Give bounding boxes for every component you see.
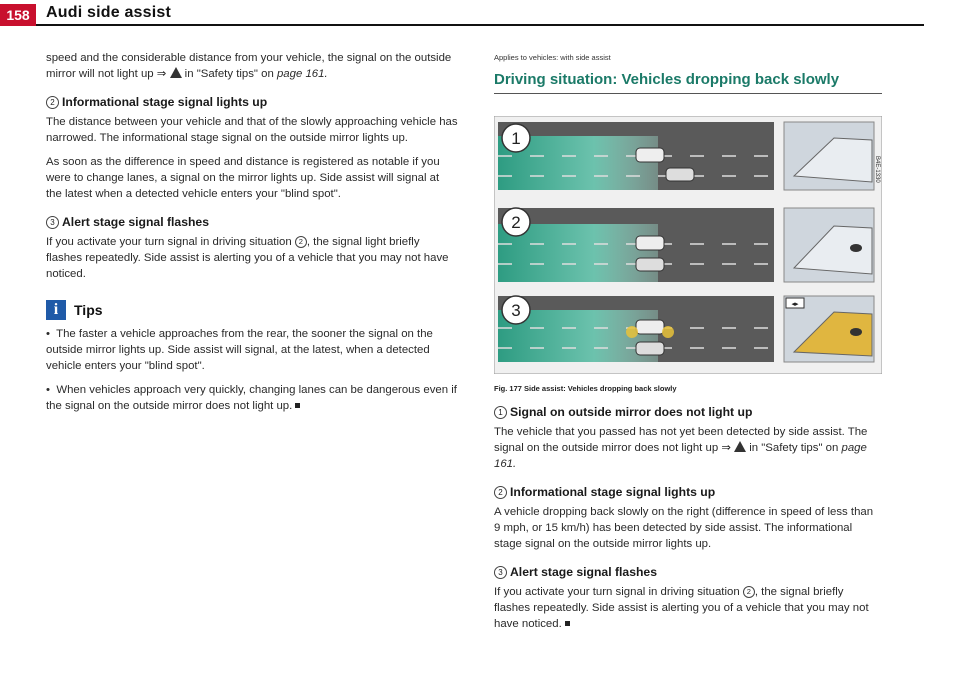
applies-note: Applies to vehicles: with side assist: [494, 53, 611, 62]
own-car: [636, 148, 664, 162]
text: If you activate your turn signal in driving situation: [494, 586, 743, 598]
text: , the signal briefly flashes repeatedly. Side assist is alerting you of a vehicle that you may not have noticed.: [494, 586, 869, 630]
circled-ref: 2: [295, 236, 307, 248]
title-rule: [494, 93, 882, 94]
heading-no-signal: [494, 404, 882, 420]
text: in "Safety tips" on: [746, 442, 842, 454]
panel-label: 3: [511, 301, 521, 320]
panel-2: [498, 208, 874, 282]
page-ref-link[interactable]: page 161.: [494, 442, 867, 470]
other-car: [636, 342, 664, 355]
own-car: [636, 236, 664, 250]
paragraph: A vehicle dropping back slowly on the right (difference in speed of less than 9 mph, or 15 km/h) has been detected by side assist. The informational stage signal on the outside mirror lights up.: [494, 506, 874, 550]
mirror-signal-flashing: [850, 328, 862, 336]
heading-informational: [46, 94, 458, 110]
heading-alert: [494, 564, 882, 580]
info-icon: i: [46, 300, 66, 320]
circled-ref: 2: [743, 586, 755, 598]
figure-177: [494, 116, 882, 374]
paragraph: [494, 424, 882, 472]
panel-label: 1: [511, 129, 521, 148]
heading-text: Informational stage signal lights up: [62, 95, 268, 109]
other-car: [636, 258, 664, 271]
tip-bullet: • When vehicles approach very quickly, changing lanes can be dangerous even if the signal on the outside mirror does not light up.: [46, 384, 457, 412]
section-title: Audi side assist: [46, 4, 172, 21]
left-column: [46, 50, 458, 422]
turn-signal-flash: [662, 326, 674, 338]
circled-number: 2: [494, 486, 507, 499]
heading-text: Signal on outside mirror does not light up: [510, 405, 753, 419]
page-number: 158: [0, 4, 36, 26]
end-marker: [565, 621, 570, 626]
panel-3: [498, 296, 874, 362]
other-car: [666, 168, 694, 181]
circled-number: 1: [494, 406, 507, 419]
paragraph: The distance between your vehicle and that of the slowly approaching vehicle has narrowed. The informational stage signal on the outside mirror lights up.: [46, 116, 458, 144]
heading-alert: [46, 214, 458, 230]
mirror-signal-lit: [850, 244, 862, 252]
warning-icon: [170, 67, 182, 78]
text: If you activate your turn signal in driving situation: [46, 236, 295, 248]
circled-number: 3: [494, 566, 507, 579]
tip-bullet: • The faster a vehicle approaches from the rear, the sooner the signal on the outside mirror lights up. Side assist will signal, at the latest, when a detected vehicle enters your "blind spot".: [46, 328, 433, 372]
intro-paragraph: [46, 50, 458, 82]
paragraph: [46, 234, 458, 282]
section-heading: Driving situation: Vehicles dropping back slowly: [494, 71, 840, 88]
text: The vehicle that you passed has not yet been detected by side assist. The signal on the outside mirror does not light up: [494, 426, 868, 454]
tip-text: When vehicles approach very quickly, changing lanes can be dangerous even if the signal on the outside mirror does not light up.: [46, 384, 457, 412]
turn-signal-flash: [626, 326, 638, 338]
page-header: [0, 0, 960, 26]
intro-text-2: in "Safety tips" on: [181, 68, 277, 80]
intro-text: speed and the considerable distance from your vehicle, the signal on the outside mirror will not light up: [46, 52, 452, 80]
figure-code: B4E-1330: [874, 156, 880, 183]
panel-label: 2: [511, 213, 521, 232]
heading-text: Alert stage signal flashes: [62, 215, 209, 229]
warning-icon: [734, 441, 746, 452]
heading-text: Informational stage signal lights up: [510, 485, 716, 499]
paragraph: As soon as the difference in speed and distance is registered as notable if you were to change lanes, a signal on the mirror lights up. Side assist will signal at the latest when a detected vehicle enters your "blind spot".: [46, 156, 440, 200]
header-rule: [36, 24, 924, 26]
right-column-body: [494, 404, 882, 640]
ref-arrow: ⇒: [156, 68, 167, 80]
tips-label: Tips: [74, 302, 103, 318]
text: , the signal light briefly flashes repeatedly. Side assist is alerting you of a vehicle that you may not have noticed.: [46, 236, 449, 280]
panel-1: [498, 122, 880, 190]
figure-caption: Fig. 177 Side assist: Vehicles dropping back slowly: [494, 384, 677, 393]
tips-heading: [46, 300, 458, 320]
end-marker: [295, 403, 300, 408]
right-column-top: [494, 44, 882, 94]
heading-informational: [494, 484, 882, 500]
paragraph: [494, 584, 882, 632]
page-ref-link[interactable]: page 161.: [276, 68, 328, 80]
heading-text: Alert stage signal flashes: [510, 565, 657, 579]
circled-number: 2: [46, 96, 59, 109]
ref-arrow: ⇒: [721, 442, 731, 454]
tip-text: The faster a vehicle approaches from the rear, the sooner the signal on the outside mirror lights up. Side assist will signal, at the latest, when a detected vehicle enters your "blind spot".: [46, 328, 433, 372]
own-car: [636, 320, 664, 334]
turn-indicator-glyph: ◂▸: [791, 300, 799, 308]
circled-number: 3: [46, 216, 59, 229]
